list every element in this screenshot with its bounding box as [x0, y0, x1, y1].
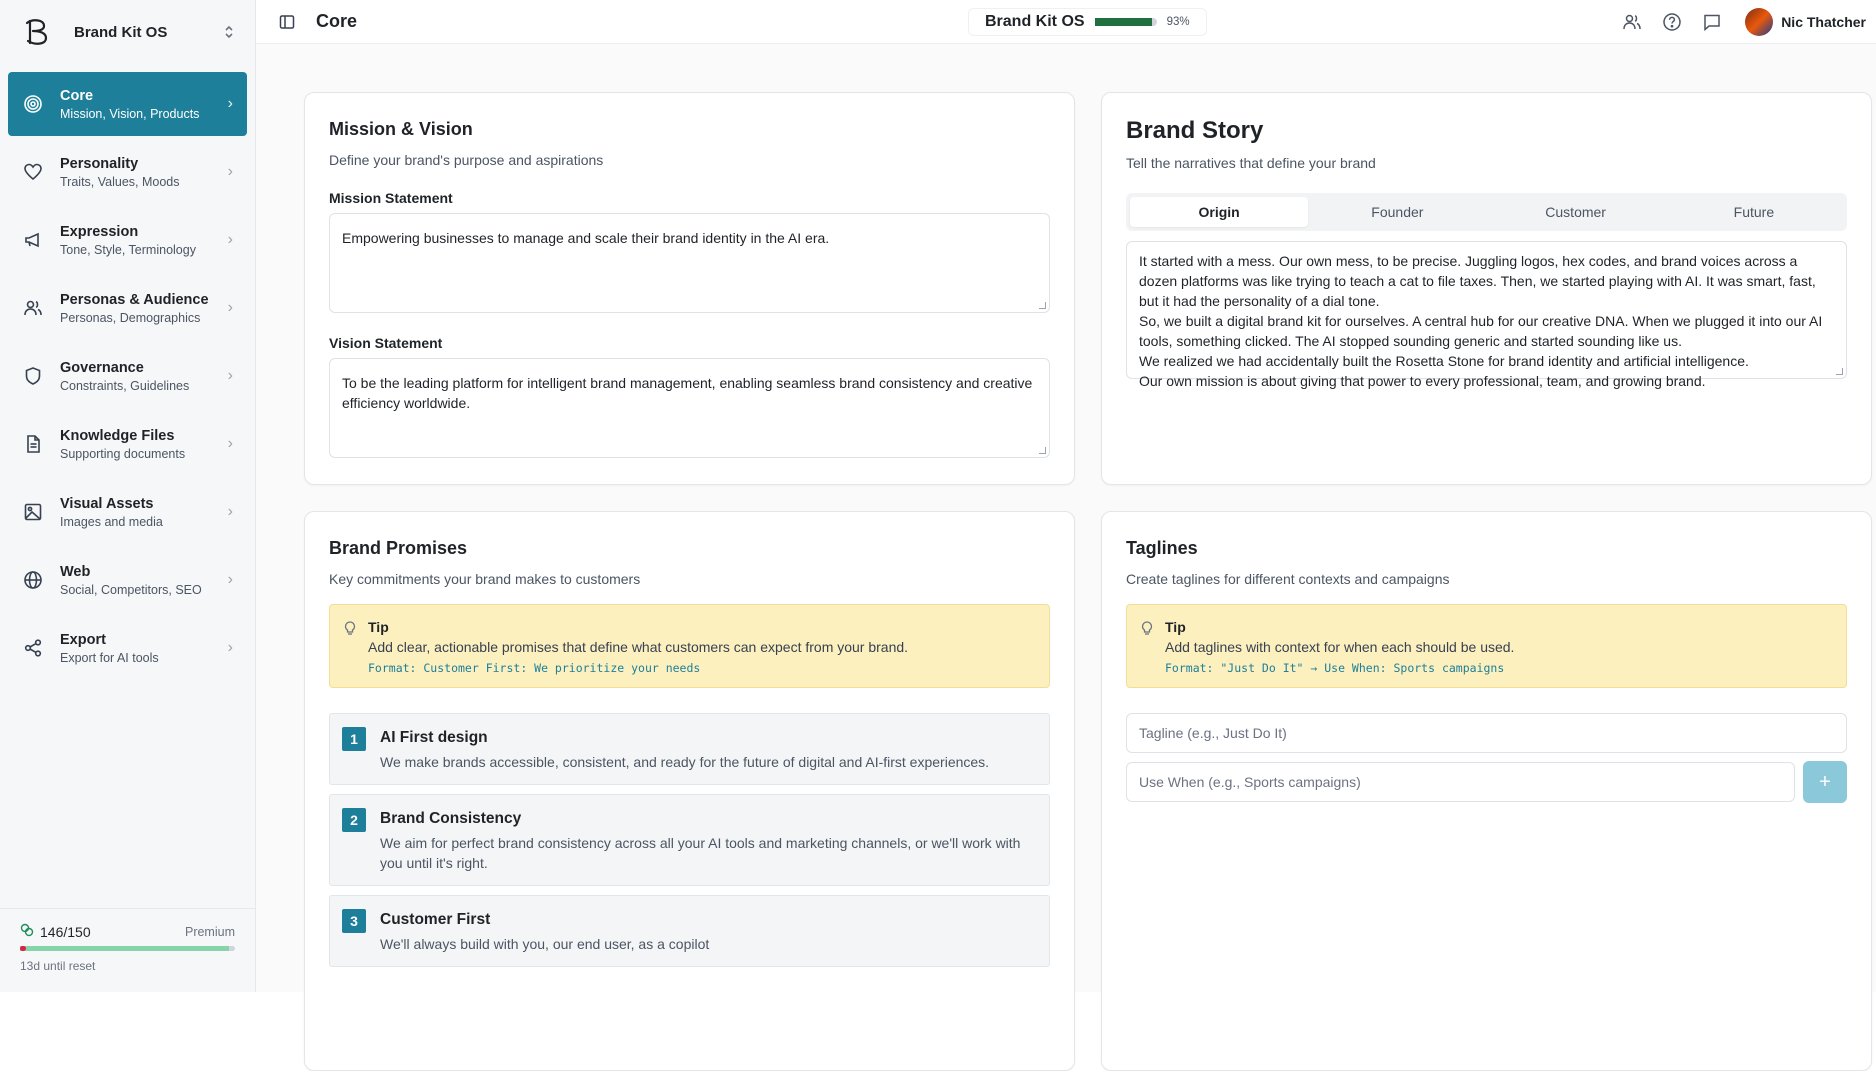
sidebar-item-label: Knowledge Files	[60, 427, 175, 444]
mission-vision-card	[304, 92, 1075, 485]
card-description: Key commitments your brand makes to customers	[329, 571, 641, 587]
promise-item[interactable]	[329, 895, 1050, 967]
promise-title: Customer First	[380, 911, 491, 928]
chat-icon[interactable]	[1701, 11, 1723, 33]
sidebar-toggle-icon[interactable]	[278, 13, 296, 31]
card-description: Tell the narratives that define your brand	[1126, 155, 1376, 171]
promise-description: We aim for perfect brand consistency across all your AI tools and marketing channels, or we'll work with you until it's right.	[380, 835, 1021, 871]
sidebar-item-personas[interactable]	[8, 276, 247, 340]
sidebar-item-label: Personas & Audience	[60, 291, 209, 308]
tip-format: Format: Customer First: We prioritize your needs	[368, 661, 701, 675]
progress-brand-name: Brand Kit OS	[985, 13, 1085, 30]
promise-description: We'll always build with you, our end user, as a copilot	[380, 936, 710, 952]
add-tagline-button[interactable]: +	[1803, 761, 1847, 803]
tip-title: Tip	[368, 619, 389, 635]
usage-count: 146/150	[40, 923, 91, 940]
vision-statement-field[interactable]: To be the leading platform for intelligent brand management, enabling seamless brand consistency and creative efficiency worldwide.	[329, 358, 1050, 458]
promise-number: 1	[342, 727, 366, 751]
brand-switcher[interactable]	[0, 0, 255, 64]
story-textarea[interactable]	[1126, 241, 1847, 389]
brand-progress[interactable]	[968, 8, 1207, 36]
sidebar-item-sub: Personas, Demographics	[60, 310, 201, 325]
chevron-right-icon: ›	[227, 571, 233, 588]
help-icon[interactable]	[1661, 11, 1683, 33]
vision-label: Vision Statement	[329, 335, 443, 351]
progress-percent: 93%	[1166, 16, 1190, 28]
story-paragraph: It started with a mess. Our own mess, to be precise. Juggling logos, hex codes, and brand voices across a dozen platforms was like trying to teach a cat to file taxes. Then, we started playing with AI. It was smart, fast, but it had the personality of a dial tone.	[1139, 253, 1816, 309]
sidebar-item-label: Export	[60, 631, 106, 648]
usage-panel	[0, 908, 255, 992]
tip-text: Add clear, actionable promises that define what customers can expect from your brand.	[368, 639, 909, 655]
story-paragraph: So, we built a digital brand kit for ourselves. A central hub for our creative DNA. When we plugged it into our AI tools, something clicked. The AI stopped sounding generic and started sounding like us.	[1139, 313, 1823, 349]
sidebar-item-sub: Traits, Values, Moods	[60, 174, 180, 189]
tip-box	[329, 604, 1050, 688]
tab-future[interactable]: Future	[1733, 204, 1775, 220]
progress-bar-fill	[1095, 18, 1153, 26]
taglines-card	[1101, 511, 1872, 1071]
chevron-right-icon: ›	[227, 95, 233, 112]
sidebar-item-label: Visual Assets	[60, 495, 154, 512]
mission-label: Mission Statement	[329, 190, 453, 206]
lightbulb-icon	[342, 620, 358, 636]
share-icon	[22, 637, 44, 659]
tab-founder[interactable]: Founder	[1371, 204, 1424, 220]
sidebar	[0, 0, 256, 992]
sidebar-item-sub: Mission, Vision, Products	[60, 106, 200, 121]
lightbulb-icon	[1139, 620, 1155, 636]
sidebar-item-label: Web	[60, 563, 91, 580]
sidebar-item-sub: Export for AI tools	[60, 650, 159, 665]
tab-customer[interactable]: Customer	[1545, 204, 1606, 220]
globe-icon	[22, 569, 44, 591]
card-title: Brand Promises	[329, 538, 468, 558]
shield-icon	[22, 365, 44, 387]
card-title: Mission & Vision	[329, 119, 473, 139]
sidebar-nav	[0, 64, 255, 680]
main-content	[256, 44, 1876, 992]
chevron-right-icon: ›	[227, 367, 233, 384]
brand-name: Brand Kit OS	[74, 23, 168, 41]
chevron-right-icon: ›	[227, 163, 233, 180]
chevron-right-icon: ›	[227, 503, 233, 520]
usage-reset: 13d until reset	[20, 959, 96, 973]
promise-title: AI First design	[380, 729, 488, 746]
tip-text: Add taglines with context for when each should be used.	[1165, 639, 1515, 655]
target-icon	[22, 93, 44, 115]
story-paragraph: Our own mission is about giving that power to every professional, team, and growing brand.	[1139, 373, 1706, 389]
sidebar-item-sub: Social, Competitors, SEO	[60, 582, 202, 597]
promise-item[interactable]	[329, 713, 1050, 785]
progress-bar	[1095, 18, 1157, 26]
brand-promises-card	[304, 511, 1075, 1071]
story-tabs	[1126, 193, 1847, 231]
user-name[interactable]: Nic Thatcher	[1781, 14, 1866, 30]
chevron-right-icon: ›	[227, 435, 233, 452]
promise-number: 3	[342, 909, 366, 933]
top-actions	[1621, 0, 1866, 44]
plan-badge: Premium	[184, 924, 235, 939]
sidebar-item-personality[interactable]	[8, 140, 247, 204]
sidebar-item-sub: Supporting documents	[60, 446, 186, 461]
story-paragraph: We realized we had accidentally built the Rosetta Stone for brand identity and artificial intelligence.	[1139, 353, 1749, 369]
sidebar-item-visual-assets[interactable]	[8, 480, 247, 544]
sidebar-item-governance[interactable]	[8, 344, 247, 408]
file-icon	[22, 433, 44, 455]
users-icon	[22, 297, 44, 319]
image-icon	[22, 501, 44, 523]
brand-story-card	[1101, 92, 1872, 485]
heart-icon	[22, 161, 44, 183]
card-description: Create taglines for different contexts and campaigns	[1126, 571, 1450, 587]
topbar	[256, 0, 1876, 44]
usage-bar-fill	[20, 946, 229, 951]
sidebar-item-web[interactable]	[8, 548, 247, 612]
sidebar-item-expression[interactable]	[8, 208, 247, 272]
sidebar-item-label: Expression	[60, 223, 139, 240]
tip-box	[1126, 604, 1847, 688]
mission-statement-field[interactable]: Empowering businesses to manage and scale their brand identity in the AI era.	[329, 213, 1050, 313]
brand-logo-icon	[22, 17, 52, 47]
page-title: Core	[316, 11, 358, 31]
sidebar-item-label: Core	[60, 87, 94, 104]
card-title: Taglines	[1126, 538, 1198, 558]
promise-number: 2	[342, 808, 366, 832]
sidebar-item-knowledge-files[interactable]	[8, 412, 247, 476]
avatar[interactable]	[1745, 8, 1773, 36]
promise-item[interactable]	[329, 794, 1050, 886]
sidebar-item-sub: Constraints, Guidelines	[60, 378, 190, 393]
usage-bar	[20, 946, 235, 951]
sidebar-item-label: Governance	[60, 359, 144, 376]
card-description: Define your brand's purpose and aspirations	[329, 152, 604, 168]
sidebar-item-export[interactable]	[8, 616, 247, 680]
promise-description: We make brands accessible, consistent, and ready for the future of digital and AI-first experiences.	[380, 754, 990, 770]
tip-format: Format: "Just Do It" → Use When: Sports campaigns	[1165, 661, 1505, 675]
usage-count-row	[20, 923, 91, 940]
sidebar-item-sub: Images and media	[60, 514, 163, 529]
credits-icon	[20, 923, 34, 940]
chevron-right-icon: ›	[227, 231, 233, 248]
sidebar-item-core[interactable]	[8, 72, 247, 136]
chevron-updown-icon	[223, 24, 235, 40]
chevron-right-icon: ›	[227, 639, 233, 656]
card-title: Brand Story	[1126, 117, 1264, 144]
use-when-input[interactable]: Use When (e.g., Sports campaigns)	[1126, 762, 1795, 802]
tip-title: Tip	[1165, 619, 1186, 635]
megaphone-icon	[22, 229, 44, 251]
tagline-input[interactable]: Tagline (e.g., Just Do It)	[1126, 713, 1847, 753]
team-icon[interactable]	[1621, 11, 1643, 33]
sidebar-item-sub: Tone, Style, Terminology	[60, 242, 196, 257]
tab-origin[interactable]: Origin	[1130, 197, 1308, 227]
chevron-right-icon: ›	[227, 299, 233, 316]
promise-title: Brand Consistency	[380, 810, 522, 827]
sidebar-item-label: Personality	[60, 155, 139, 172]
